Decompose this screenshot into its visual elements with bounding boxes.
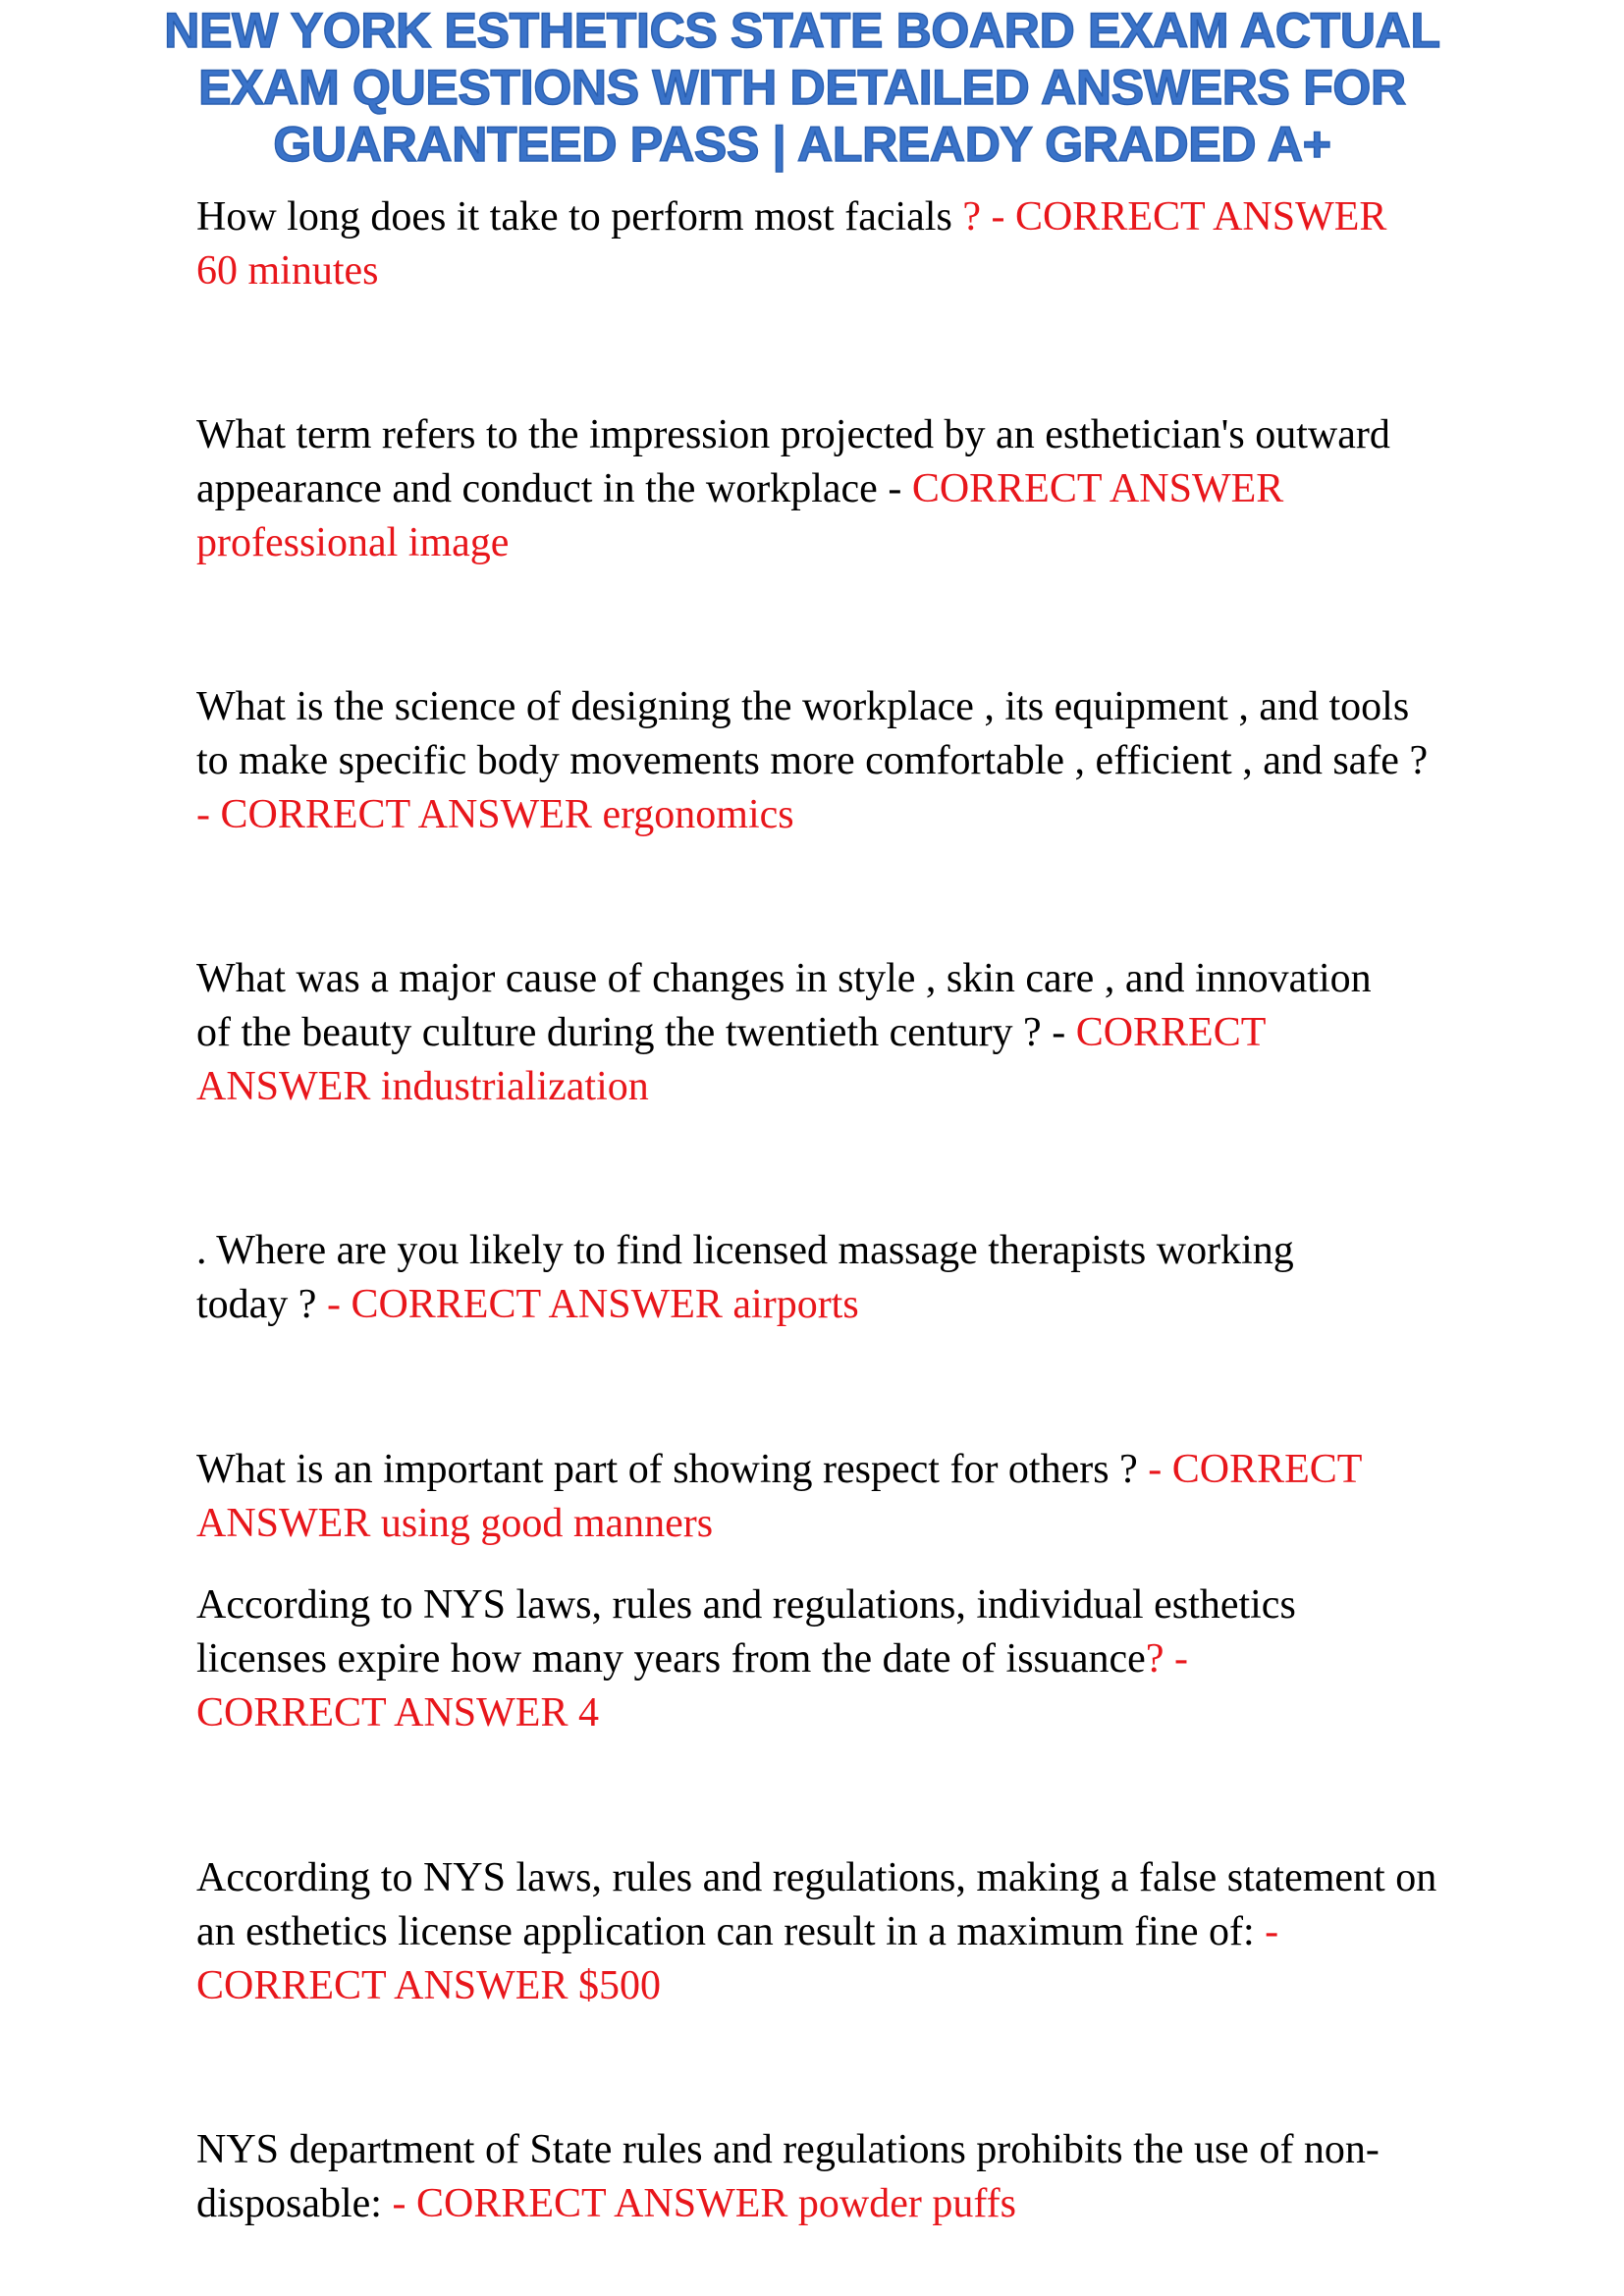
question-text: What is an important part of showing respect for others ? <box>196 1447 1149 1492</box>
question-line: . Where are you likely to find licensed massage therapists working <box>196 1228 1294 1273</box>
answer-text: - <box>1265 1909 1279 1954</box>
answer-text: - CORRECT ANSWER powder puffs <box>392 2181 1016 2226</box>
qa-item <box>196 1851 1532 2013</box>
title-line: NEW YORK ESTHETICS STATE BOARD EXAM ACTUAL <box>164 3 1440 58</box>
question-line: NYS department of State rules and regulations prohibits the use of non- <box>196 2127 1380 2172</box>
answer-text: CORRECT <box>1075 1010 1267 1055</box>
answer-text: ? - CORRECT ANSWER <box>962 194 1387 240</box>
question-line <box>196 1905 1532 1959</box>
answer-line: CORRECT ANSWER $500 <box>196 1963 661 2008</box>
answer-text: - CORRECT ANSWER airports <box>326 1282 859 1327</box>
qa-item <box>196 2123 1532 2231</box>
qa-item <box>196 408 1532 570</box>
question-line <box>196 462 1532 516</box>
page-title <box>108 2 1496 173</box>
qa-item <box>196 1224 1532 1332</box>
question-text: How long does it take to perform most facials <box>196 194 963 240</box>
answer-line: ANSWER industrialization <box>196 1064 649 1109</box>
question-line: What was a major cause of changes in style , skin care , and innovation <box>196 956 1372 1001</box>
question-line <box>196 1006 1532 1060</box>
question-text: disposable: <box>196 2181 393 2226</box>
answer-line: 60 minutes <box>196 248 379 294</box>
answer-line: CORRECT ANSWER 4 <box>196 1690 599 1735</box>
question-line <box>196 190 1532 244</box>
question-line <box>196 2177 1532 2231</box>
title-line: EXAM QUESTIONS WITH DETAILED ANSWERS FOR <box>198 60 1406 115</box>
question-line <box>196 1278 1532 1332</box>
question-text: an esthetics license application can result in a maximum fine of: <box>196 1909 1266 1954</box>
question-line <box>196 1632 1532 1686</box>
qa-item <box>196 190 1532 298</box>
question-line <box>196 1443 1532 1497</box>
answer-text: ? - <box>1145 1636 1188 1682</box>
question-text: licenses expire how many years from the date of issuance <box>196 1636 1146 1682</box>
qa-item <box>196 1578 1532 1740</box>
answer-line: ANSWER using good manners <box>196 1501 714 1546</box>
qa-item <box>196 680 1532 842</box>
answer-line: - CORRECT ANSWER ergonomics <box>196 792 794 837</box>
question-line: What is the science of designing the workplace , its equipment , and tools <box>196 684 1410 729</box>
qa-item <box>196 952 1532 1114</box>
answer-line: professional image <box>196 520 510 565</box>
question-line: What term refers to the impression projected by an esthetician's outward <box>196 412 1390 457</box>
question-line: According to NYS laws, rules and regulations, making a false statement on <box>196 1855 1437 1900</box>
question-text: today ? <box>196 1282 327 1327</box>
answer-text: CORRECT ANSWER <box>911 466 1284 511</box>
question-text: appearance and conduct in the workplace - <box>196 466 912 511</box>
question-line: to make specific body movements more comfortable , efficient , and safe ? <box>196 738 1429 783</box>
title-line: GUARANTEED PASS | ALREADY GRADED A+ <box>273 117 1331 172</box>
qa-item <box>196 1443 1532 1551</box>
question-text: of the beauty culture during the twentieth century ? - <box>196 1010 1076 1055</box>
answer-text: - CORRECT <box>1148 1447 1363 1492</box>
question-line: According to NYS laws, rules and regulations, individual esthetics <box>196 1582 1296 1628</box>
